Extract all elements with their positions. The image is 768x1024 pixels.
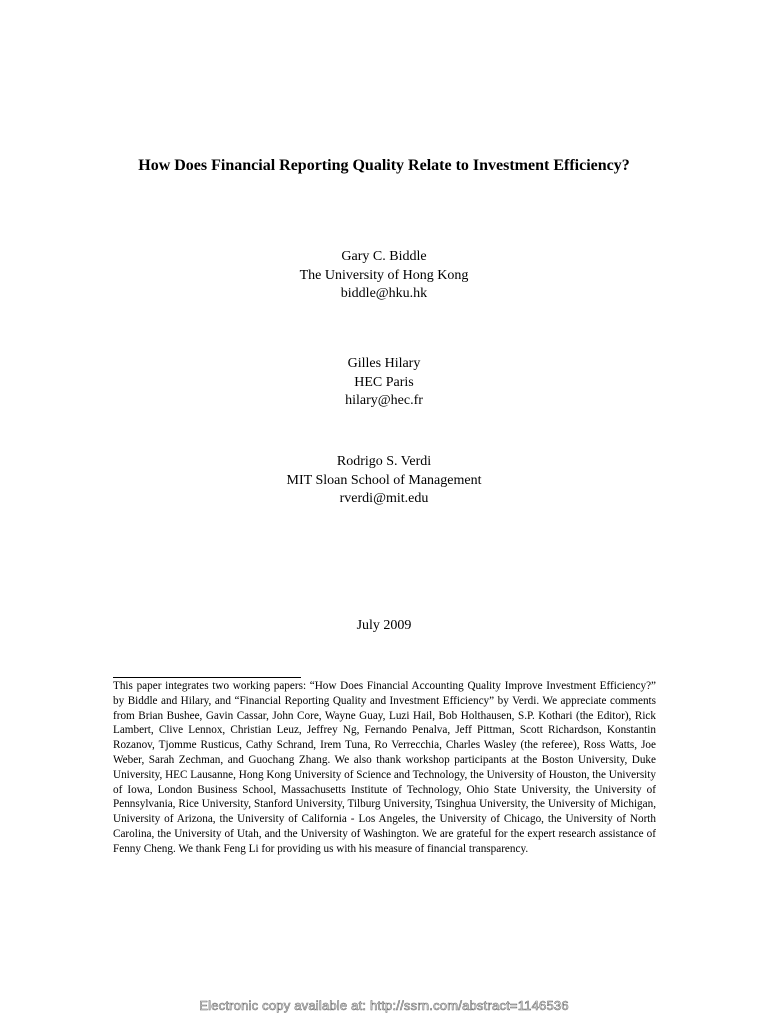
author-email: biddle@hku.hk xyxy=(340,286,428,301)
author-block-verdi xyxy=(0,453,768,509)
author-affiliation: The University of Hong Kong xyxy=(299,267,469,283)
author-name: Gilles Hilary xyxy=(347,356,421,371)
ssrn-availability-banner: Electronic copy available at: http://ssrn.com/abstract=1146536 xyxy=(199,998,569,1013)
author-affiliation: MIT Sloan School of Management xyxy=(286,472,482,488)
author-name: Gary C. Biddle xyxy=(341,249,427,264)
author-email: rverdi@mit.edu xyxy=(339,491,429,506)
author-block-biddle xyxy=(0,248,768,304)
author-email: hilary@hec.fr xyxy=(345,393,423,408)
author-affiliation: HEC Paris xyxy=(354,374,414,390)
acknowledgement-footnote: This paper integrates two working papers: “How Does Financial Accounting Quality Improve Investment Efficiency?” by Biddle and Hilary, and “Financial Reporting Quality and Investment Efficiency” by Verdi. We appreciate comments from Brian Bushee, Gavin Cassar, John Core, Wayne Guay, Luzi Hail, Bob Holthausen, S.P. Kothari (the Editor), Rick Lambert, Clive Lennox, Christian Leuz, Jeffrey Ng, Fernando Penalva, Jeff Pittman, Scott Richardson, Konstantin Rozanov, Tjomme Rusticus, Cathy Schrand, Irem Tuna, Ro Verrecchia, Charles Wasley (the referee), Ross Watts, Joe Weber, Sarah Zechman, and Guochang Zhang. We also thank workshop participants at the Boston University, Duke University, HEC Lausanne, Hong Kong University of Science and Technology, the University of Houston, the University of Iowa, London Business School, Massachusetts Institute of Technology, Ohio State University, the University of Pennsylvania, Rice University, Stanford University, Tilburg University, Tsinghua University, the University of Michigan, University of Arizona, the University of California - Los Angeles, the University of Chicago, the University of North Carolina, the University of Utah, and the University of Washington. We are grateful for the expert research assistance of Fenny Cheng. We thank Feng Li for providing us with his measure of financial transparency. xyxy=(113,680,656,855)
paper-date: July 2009 xyxy=(356,618,412,633)
paper-title: How Does Financial Reporting Quality Relate to Investment Efficiency? xyxy=(138,157,630,174)
author-block-hilary xyxy=(0,355,768,411)
author-name: Rodrigo S. Verdi xyxy=(336,454,432,469)
footnote-divider xyxy=(113,677,301,678)
